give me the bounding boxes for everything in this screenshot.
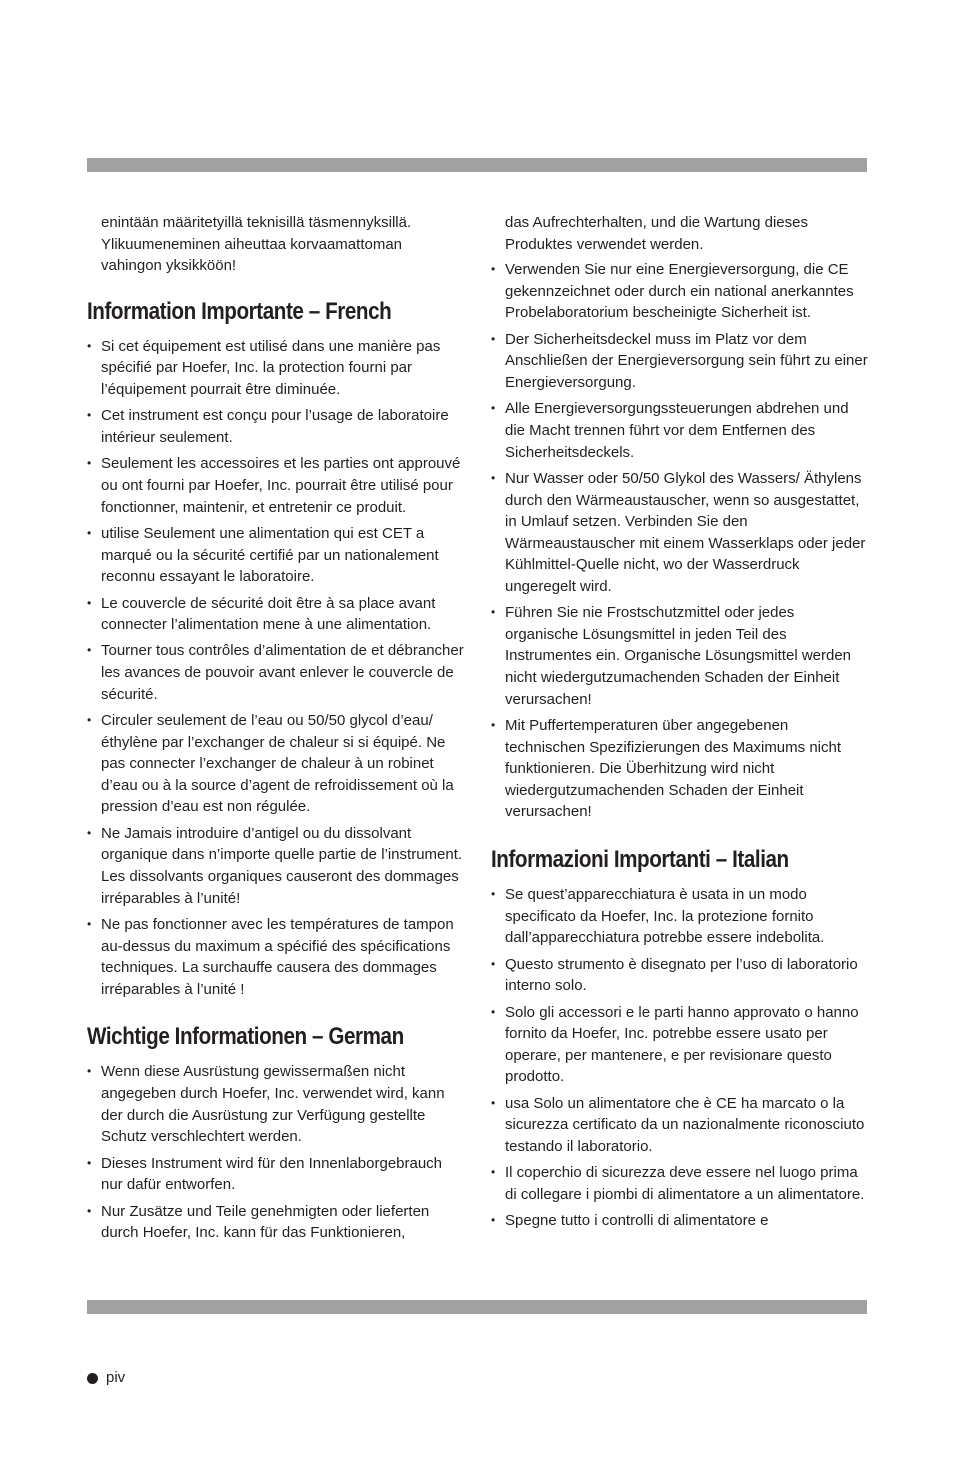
page-footer [87, 1368, 125, 1388]
list-item: • utilise Seulement une alimentation qui est CET a marqué ou la sécurité certifié par un nationalement reconnu essayant le laboratoire. [87, 523, 465, 588]
list-item: • Circuler seulement de l’eau ou 50/50 glycol d’eau/ éthylène par l’exchanger de chaleur si si équipé. Ne pas connecter l’exchanger de chaleur à un robinet d’eau ou à la source d’agent de refroidissement où la pression d’eau est non régulée. [87, 710, 465, 818]
top-rule [87, 158, 867, 172]
list-item: • Il coperchio di sicurezza deve essere nel luogo prima di collegare i piombi di alimentatore a un alimentatore. [491, 1162, 869, 1205]
list-item: • Le couvercle de sécurité doit être à sa place avant connecter l’alimentation mene à une alimentation. [87, 593, 465, 636]
list-item: • Verwenden Sie nur eine Energieversorgung, die CE gekennzeichnet oder durch ein national anerkanntes Probelaboratorium bescheinigte Sicherheit ist. [491, 259, 869, 324]
left-column [87, 212, 465, 1249]
list-item: • Wenn diese Ausrüstung gewissermaßen nicht angegeben durch Hoefer, Inc. verwendet wird, kann der durch die Ausrüstung zur Verfügung gestellte Schutz verschlechtert werden. [87, 1061, 465, 1147]
italian-heading: Informazioni Importanti – Italian [491, 846, 789, 874]
page-number: piv [106, 1369, 126, 1386]
list-item: • usa Solo un alimentatore che è CE ha marcato o la sicurezza certificato da un nazionalmente riconosciuto testando il laboratorio. [491, 1093, 869, 1158]
list-item: • Questo strumento è disegnato per l’uso di laboratorio interno solo. [491, 954, 869, 997]
list-item: • Si cet équipement est utilisé dans une manière pas spécifié par Hoefer, Inc. la protection fourni par l’équipement pourrait être diminuée. [87, 336, 465, 401]
list-item: • Se quest’apparecchiatura è usata in un modo specificato da Hoefer, Inc. la protezione fornito dall’apparecchiatura potrebbe essere indebolita. [491, 884, 869, 949]
list-item: • Dieses Instrument wird für den Innenlaborgebrauch nur dafür entworfen. [87, 1153, 465, 1196]
right-column [491, 212, 869, 1237]
list-item: • Seulement les accessoires et les parties ont approuvé ou ont fourni par Hoefer, Inc. pourrait être utilisé pour fonctionner, maintenir, et entretenir ce produit. [87, 453, 465, 518]
bullet-dot-icon [87, 1373, 98, 1384]
list-item: • Nur Wasser oder 50/50 Glykol des Wassers/ Äthylens durch den Wärmeaustauscher, wenn so ausgestattet, in Umlauf setzen. Verbinden Sie den Wärmeaustauscher mit einem Wasserklaps oder jeder Kühlmittel-Quelle nicht, wo der Wasserdruck ungeregelt wird. [491, 468, 869, 598]
list-item: • Cet instrument est conçu pour l’usage de laboratoire intérieur seulement. [87, 405, 465, 448]
continued-paragraph: enintään määritetyillä teknisillä täsmennyksillä. Ylikuumeneminen aiheuttaa korvaamattoman vahingon yksikköön! [101, 214, 412, 275]
list-item: • Ne Jamais introduire d’antigel ou du dissolvant organique dans n’importe quelle partie de l’instrument. Les dissolvants organiques causeront des dommages irréparables à l’unité! [87, 823, 465, 909]
german-heading: Wichtige Informationen – German [87, 1023, 404, 1051]
list-item: • Ne pas fonctionner avec les températures de tampon au-dessus du maximum a spécifié des spécifications techniques. La surchauffe causera des dommages irréparables à l’unité ! [87, 914, 465, 1000]
list-item: • Solo gli accessori e le parti hanno approvato o hanno fornito da Hoefer, Inc. potrebbe essere usato per operare, per mantenere, e per revisionare questo prodotto. [491, 1002, 869, 1088]
continued-paragraph: das Aufrechterhalten, und die Wartung dieses Produktes verwendet werden. [505, 214, 808, 253]
list-item: • Führen Sie nie Frostschutzmittel oder jedes organische Lösungsmittel in jeden Teil des Instrumentes ein. Organische Lösungsmittel werden nicht wiedergutzumachenden Schaden der Einheit verursachen! [491, 602, 869, 710]
list-item: • Der Sicherheitsdeckel muss im Platz vor dem Anschließen der Energieversorgung sein führt zu einer Energieversorgung. [491, 329, 869, 394]
list-item: • Mit Puffertemperaturen über angegebenen technischen Spezifizierungen des Maximums nicht funktionieren. Die Überhitzung wird nicht wiedergutzumachenden Schaden der Einheit verursachen! [491, 715, 869, 823]
list-item: • Alle Energieversorgungssteuerungen abdrehen und die Macht trennen führt vor dem Entfernen des Sicherheitsdeckels. [491, 398, 869, 463]
german-list-continued [491, 259, 869, 823]
list-item: • Spegne tutto i controlli di alimentatore e [491, 1210, 869, 1232]
german-list [87, 1061, 465, 1243]
list-item: • Nur Zusätze und Teile genehmigten oder lieferten durch Hoefer, Inc. kann für das Funktionieren, [87, 1201, 465, 1244]
french-list [87, 336, 465, 1001]
italian-list [491, 884, 869, 1232]
list-item: • Tourner tous contrôles d’alimentation de et débrancher les avances de pouvoir avant enlever le couvercle de sécurité. [87, 640, 465, 705]
bottom-rule [87, 1300, 867, 1314]
french-heading: Information Importante – French [87, 297, 392, 325]
